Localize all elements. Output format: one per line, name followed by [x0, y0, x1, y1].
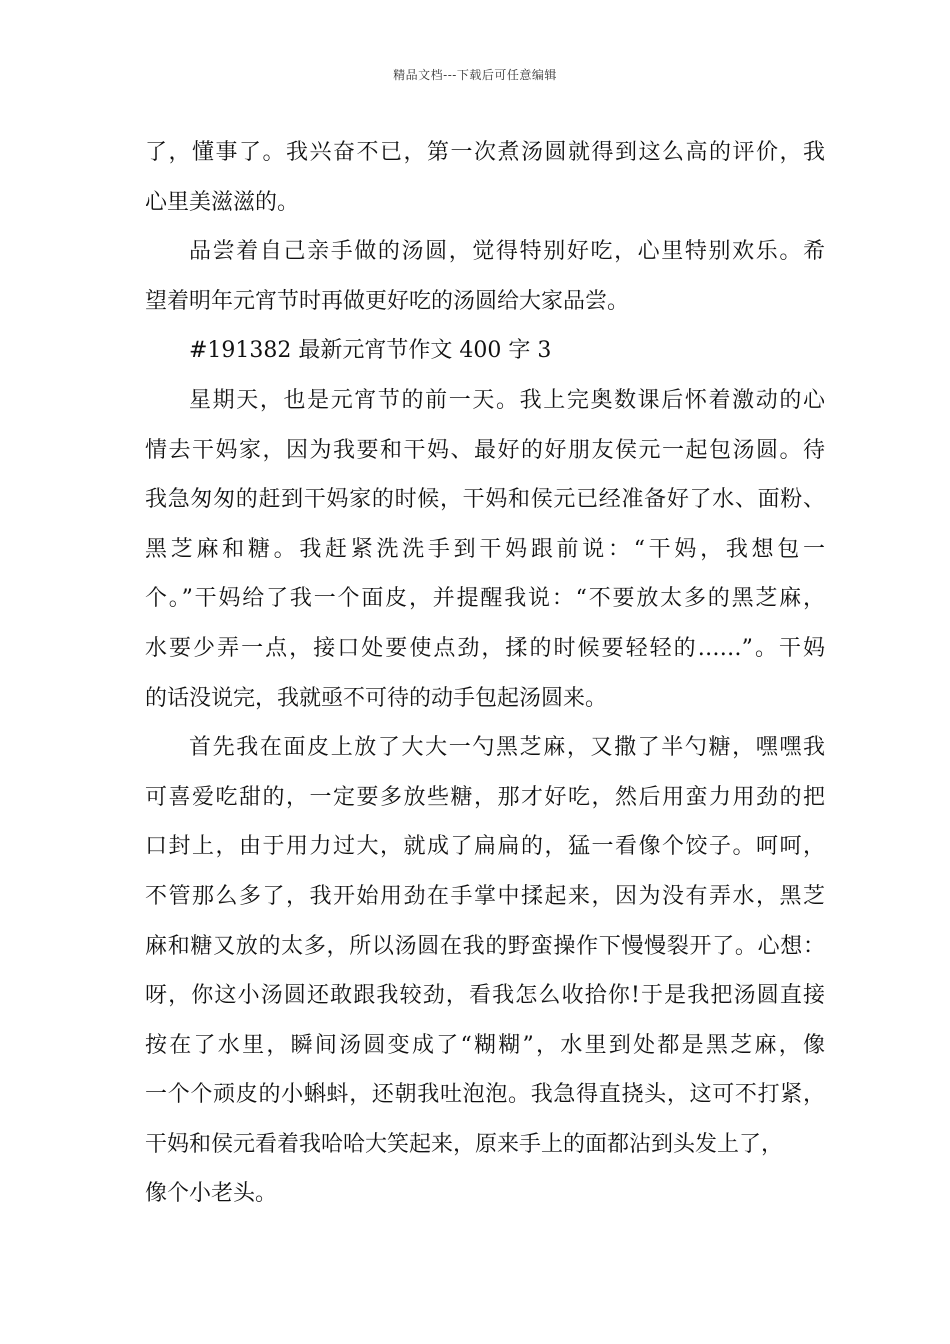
text-line: 水要少弄一点，接口处要使点劲，揉的时候要轻轻的……”。干妈: [145, 635, 825, 661]
text-line: 望着明年元宵节时再做更好吃的汤圆给大家品尝。: [145, 288, 630, 314]
text-line: 呀，你这小汤圆还敢跟我较劲，看我怎么收拾你!于是我把汤圆直接: [145, 983, 825, 1009]
text-line: 心里美滋滋的。: [145, 189, 300, 215]
text-line: 一个个顽皮的小蝌蚪，还朝我吐泡泡。我急得直挠头，这可不打紧，: [145, 1082, 825, 1108]
paragraph-start-line: 星期天，也是元宵节的前一天。我上完奥数课后怀着激动的心: [189, 387, 825, 413]
text-line: 不管那么多了，我开始用劲在手掌中揉起来，因为没有弄水，黑芝: [145, 883, 825, 909]
text-line: 干妈和侯元看着我哈哈大笑起来，原来手上的面都沾到头发上了，: [145, 1131, 784, 1157]
text-line: 我急匆匆的赶到干妈家的时候，干妈和侯元已经准备好了水、面粉、: [145, 487, 825, 513]
essay-body: [145, 128, 825, 1219]
text-line: 可喜爱吃甜的，一定要多放些糖，那才好吃，然后用蛮力用劲的把: [145, 784, 825, 810]
text-line: 了，懂事了。我兴奋不已，第一次煮汤圆就得到这么高的评价，我: [145, 140, 825, 165]
page-header: 精品文档---下载后可任意编辑: [393, 68, 557, 82]
text-line: 个。”干妈给了我一个面皮，并提醒我说：“不要放太多的黑芝麻，: [145, 586, 825, 612]
paragraph-start-line: 首先我在面皮上放了大大一勺黑芝麻，又撒了半勺糖，嘿嘿我: [189, 735, 825, 761]
text-line: 黑芝麻和糖。我赶紧洗洗手到干妈跟前说：“干妈，我想包一: [145, 536, 825, 562]
paragraph-start-line: 品尝着自己亲手做的汤圆，觉得特别好吃，心里特别欢乐。希: [189, 239, 825, 265]
section-heading: #191382 最新元宵节作文 400 字 3: [189, 338, 552, 364]
text-line: 情去干妈家，因为我要和干妈、最好的好朋友侯元一起包汤圆。待: [145, 437, 825, 463]
text-line: 像个小老头。: [145, 1181, 278, 1207]
text-line: 麻和糖又放的太多，所以汤圆在我的野蛮操作下慢慢裂开了。心想：: [145, 933, 825, 959]
text-line: 的话没说完，我就亟不可待的动手包起汤圆来。: [145, 685, 608, 711]
text-line: 按在了水里，瞬间汤圆变成了“糊糊”，水里到处都是黑芝麻，像: [145, 1032, 825, 1058]
text-line: 口封上，由于用力过大，就成了扁扁的，猛一看像个饺子。呵呵，: [145, 834, 825, 860]
